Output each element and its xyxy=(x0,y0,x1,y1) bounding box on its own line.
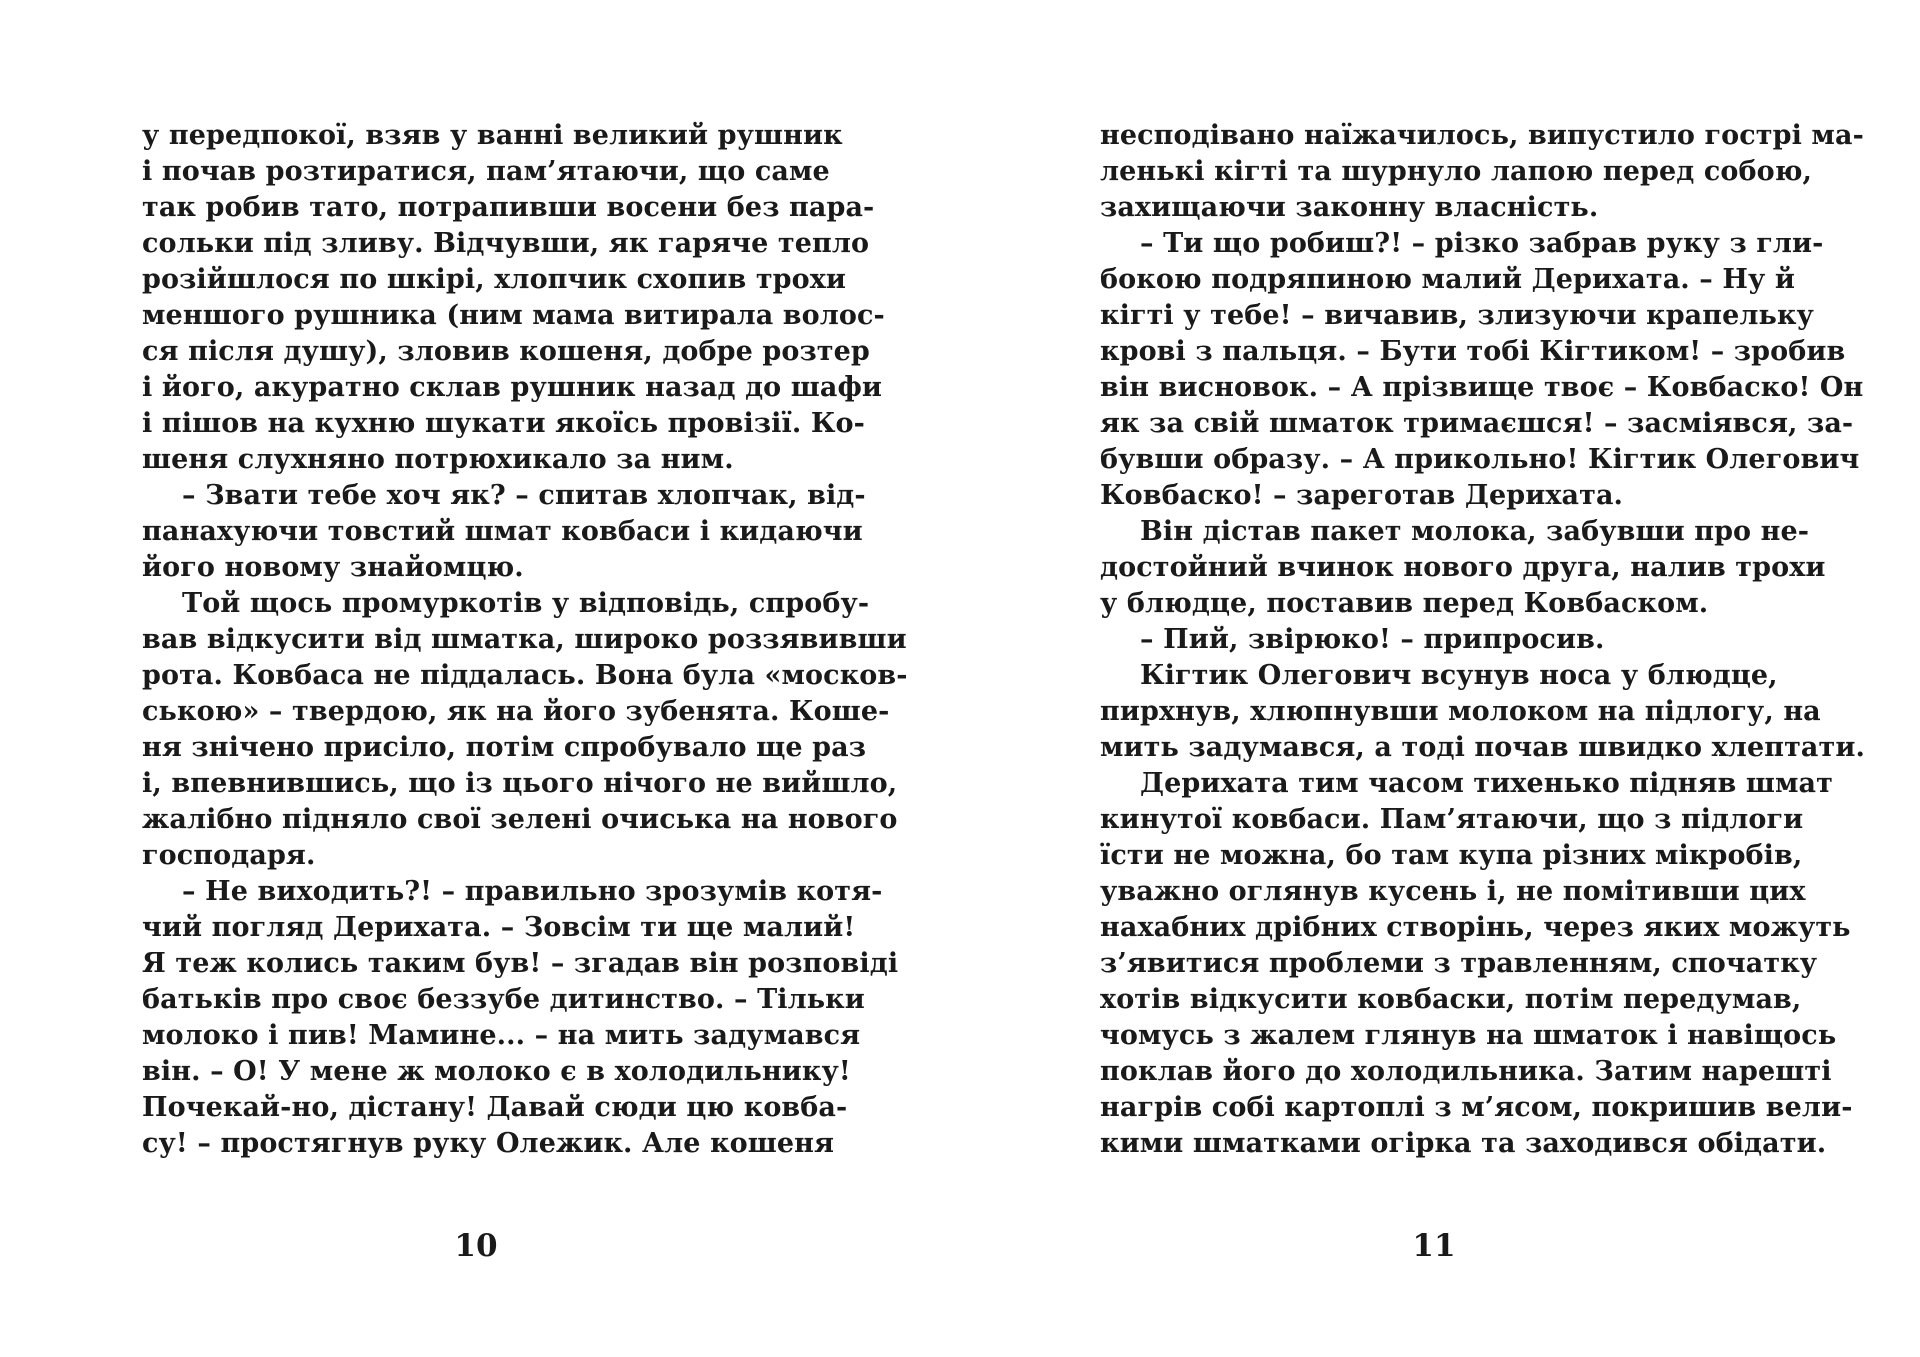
text-line: Той щось промуркотів у відповідь, спробу- xyxy=(182,588,870,619)
text-line: розійшлося по шкірі, хлопчик схопив трохи xyxy=(142,264,847,295)
page-number: 11 xyxy=(1412,1228,1456,1264)
text-line: ською» – твердою, як на його зубенята. Коше- xyxy=(142,696,890,727)
text-line: сольки під зливу. Відчувши, як гаряче тепло xyxy=(142,228,870,259)
text-line: поклав його до холодильника. Затим нарешті xyxy=(1100,1056,1832,1087)
text-line: батьків про своє беззубе дитинство. – Тільки xyxy=(142,984,865,1015)
text-line: чомусь з жалем глянув на шматок і навіщось xyxy=(1100,1020,1837,1051)
text-line: господаря. xyxy=(142,840,316,871)
left-page xyxy=(142,118,908,1268)
text-line: достойний вчинок нового друга, налив трохи xyxy=(1100,552,1826,583)
text-line: молоко і пив! Мамине... – на мить задумався xyxy=(142,1020,861,1051)
text-line: бокою подряпиною малий Дерихата. – Ну й xyxy=(1100,264,1796,295)
text-line: Почекай-но, дістану! Давай сюди цю ковба- xyxy=(142,1092,848,1123)
text-line: так робив тато, потрапивши восени без пара- xyxy=(142,192,875,223)
text-line: нагрів собі картоплі з м’ясом, покришив вели- xyxy=(1100,1092,1853,1123)
text-line: і почав розтиратися, пам’ятаючи, що саме xyxy=(142,156,830,187)
right-page-text xyxy=(1100,118,1865,1162)
text-line: ня знічено присіло, потім спробувало ще раз xyxy=(142,732,867,763)
text-line: пирхнув, хлюпнувши молоком на підлогу, на xyxy=(1100,696,1821,727)
text-line: вав відкусити від шматка, широко роззявивши xyxy=(142,624,907,655)
text-line: – Ти що робиш?! – різко забрав руку з гли- xyxy=(1140,228,1824,259)
text-line: у блюдце, поставив перед Ковбаском. xyxy=(1100,588,1709,619)
text-line: захищаючи законну власність. xyxy=(1100,192,1599,223)
text-line: і його, акуратно склав рушник назад до шафи xyxy=(142,372,883,403)
text-line: несподівано наїжачилось, випустило гострі ма- xyxy=(1100,120,1864,151)
text-line: Я теж колись таким був! – згадав він розповіді xyxy=(142,948,899,979)
text-line: кігті у тебе! – вичавив, злизуючи крапельку xyxy=(1100,300,1814,331)
text-line: Ковбаско! – зареготав Дерихата. xyxy=(1100,480,1624,511)
text-line: з’явитися проблеми з травленням, спочатку xyxy=(1100,948,1818,979)
text-line: панахуючи товстий шмат ковбаси і кидаючи xyxy=(142,516,863,547)
text-line: кими шматками огірка та заходився обідати. xyxy=(1100,1128,1827,1159)
text-line: чий погляд Дерихата. – Зовсім ти ще малий! xyxy=(142,912,856,943)
text-line: су! – простягнув руку Олежик. Але кошеня xyxy=(142,1128,835,1159)
text-line: їсти не можна, бо там купа різних мікробів, xyxy=(1100,840,1803,871)
text-line: ся після душу), зловив кошеня, добре розтер xyxy=(142,336,870,367)
text-line: у передпокої, взяв у ванні великий рушник xyxy=(142,120,843,151)
text-line: Кігтик Олегович всунув носа у блюдце, xyxy=(1140,660,1778,691)
text-line: і, впевнившись, що із цього нічого не вийшло, xyxy=(142,768,898,799)
text-line: крові з пальця. – Бути тобі Кігтиком! – зробив xyxy=(1100,336,1846,367)
text-line: він. – О! У мене ж молоко є в холодильнику! xyxy=(142,1056,851,1087)
text-line: рота. Ковбаса не піддалась. Вона була «москов- xyxy=(142,660,908,691)
text-line: – Не виходить?! – правильно зрозумів котя- xyxy=(182,876,883,907)
left-page-text xyxy=(142,118,908,1162)
text-line: нахабних дрібних створінь, через яких можуть xyxy=(1100,912,1851,943)
text-line: кинутої ковбаси. Пам’ятаючи, що з підлоги xyxy=(1100,804,1804,835)
right-page xyxy=(1100,118,1865,1268)
text-line: жалібно підняло свої зелені очиська на нового xyxy=(142,804,898,835)
text-line: хотів відкусити ковбаски, потім передумав, xyxy=(1100,984,1802,1015)
text-line: шеня слухняно потрюхикало за ним. xyxy=(142,444,734,475)
text-line: уважно оглянув кусень і, не помітивши цих xyxy=(1100,876,1806,907)
text-line: ленькі кігті та шурнуло лапою перед собою, xyxy=(1100,156,1812,187)
text-line: мить задумався, а тоді почав швидко хлептати. xyxy=(1100,732,1865,763)
text-line: його новому знайомцю. xyxy=(142,552,524,583)
text-line: Він дістав пакет молока, забувши про не- xyxy=(1140,516,1810,547)
text-line: Дерихата тим часом тихенько підняв шмат xyxy=(1140,768,1833,799)
text-line: він висновок. – А прізвище твоє – Ковбаско! Он xyxy=(1100,372,1864,403)
text-line: як за свій шматок тримаєшся! – засміявся, за- xyxy=(1100,408,1854,439)
text-line: і пішов на кухню шукати якоїсь провізії. Ко- xyxy=(142,408,865,439)
text-line: – Звати тебе хоч як? – спитав хлопчак, від- xyxy=(182,480,866,511)
text-line: бувши образу. – А прикольно! Кігтик Олегович xyxy=(1100,444,1860,475)
text-line: меншого рушника (ним мама витирала волос- xyxy=(142,300,885,331)
text-line: – Пий, звірюко! – припросив. xyxy=(1140,624,1605,655)
page-number: 10 xyxy=(454,1228,498,1264)
